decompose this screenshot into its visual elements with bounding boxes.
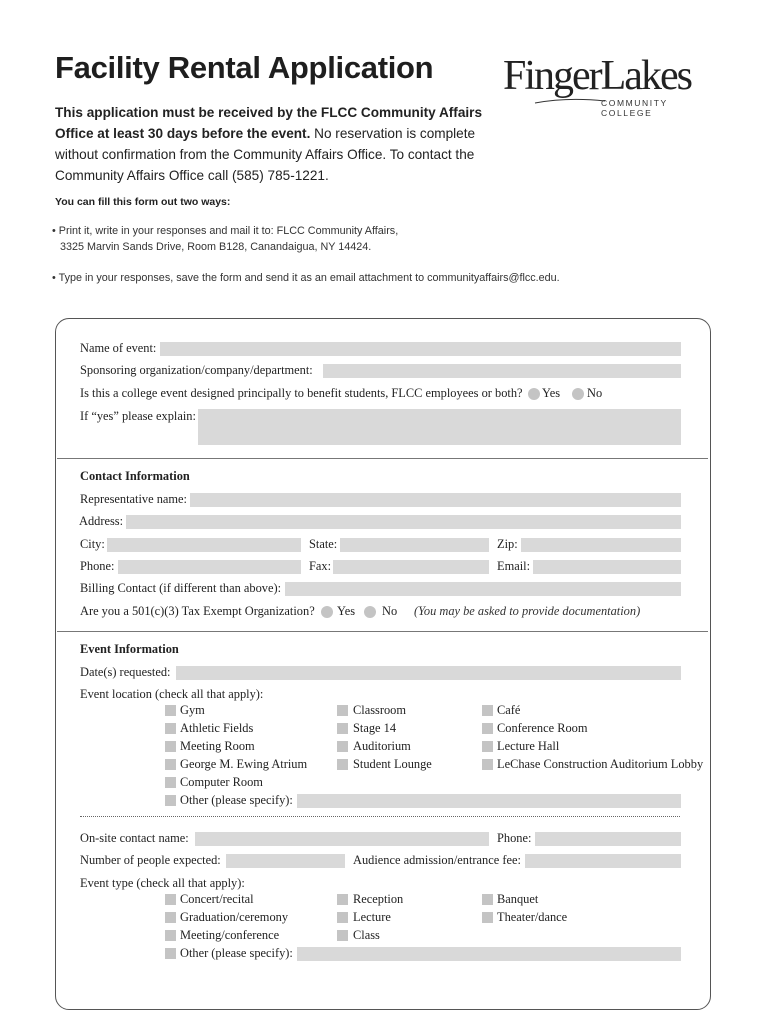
sponsor-label: Sponsoring organization/company/department:: [80, 363, 313, 377]
location-athletic-fields-checkbox[interactable]: [165, 723, 176, 734]
location-gym-checkbox[interactable]: [165, 705, 176, 716]
rep-name-label: Representative name:: [80, 492, 187, 506]
tax-yes-radio[interactable]: [321, 606, 333, 618]
fax-label: Fax:: [309, 559, 332, 573]
location-meeting-room-checkbox[interactable]: [165, 741, 176, 752]
flcc-logo: [503, 53, 718, 118]
location-lecture-hall-checkbox[interactable]: [482, 741, 493, 752]
event-type-label: Event type (check all that apply):: [80, 876, 245, 890]
address-label: Address:: [79, 514, 124, 528]
intro-paragraph: [55, 102, 485, 186]
location-cafe-checkbox[interactable]: [482, 705, 493, 716]
college-event-no-label: No: [587, 386, 603, 400]
tax-question: Are you a 501(c)(3) Tax Exempt Organization?: [80, 604, 315, 618]
type-meeting-checkbox[interactable]: [165, 930, 176, 941]
section-divider: [57, 458, 708, 459]
location-computer-room-label: Computer Room: [180, 775, 263, 789]
phone-field[interactable]: [118, 560, 301, 574]
college-event-yes-radio[interactable]: [528, 388, 540, 400]
state-field[interactable]: [340, 538, 489, 552]
location-conference-room-label: Conference Room: [497, 721, 588, 735]
location-classroom-label: Classroom: [353, 703, 407, 717]
logo-wordmark: FingerLakes: [503, 53, 691, 99]
logo-subtitle: COMMUNITY COLLEGE: [601, 98, 668, 118]
type-other-field[interactable]: [297, 947, 681, 961]
college-event-no-radio[interactable]: [572, 388, 584, 400]
event-name-label: Name of event:: [80, 341, 157, 355]
location-other-field[interactable]: [297, 794, 681, 808]
dates-field[interactable]: [176, 666, 681, 680]
location-atrium-checkbox[interactable]: [165, 759, 176, 770]
type-class-label: Class: [353, 928, 380, 942]
zip-label: Zip:: [497, 537, 518, 551]
location-stage-14-label: Stage 14: [353, 721, 397, 735]
zip-field[interactable]: [521, 538, 681, 552]
dotted-divider: [80, 816, 680, 817]
location-meeting-room-label: Meeting Room: [180, 739, 255, 753]
location-athletic-fields-label: Athletic Fields: [180, 721, 254, 735]
type-theater-label: Theater/dance: [497, 910, 568, 924]
page-title: Facility Rental Application: [55, 50, 434, 85]
location-computer-room-checkbox[interactable]: [165, 777, 176, 788]
location-auditorium-label: Auditorium: [353, 739, 411, 753]
onsite-contact-label: On-site contact name:: [80, 831, 189, 845]
type-banquet-label: Banquet: [497, 892, 539, 906]
way-email: • Type in your responses, save the form and send it as an email attachment to communityaffairs@flcc.edu.: [52, 272, 560, 284]
way-mail-text: • Print it, write in your responses and mail it to: FLCC Community Affairs,: [52, 225, 399, 237]
address-field[interactable]: [126, 515, 681, 529]
email-field[interactable]: [533, 560, 681, 574]
type-banquet-checkbox[interactable]: [482, 894, 493, 905]
tax-no-radio[interactable]: [364, 606, 376, 618]
tax-yes-label: Yes: [337, 604, 356, 618]
type-theater-checkbox[interactable]: [482, 912, 493, 923]
event-info-heading: Event Information: [80, 642, 179, 656]
intro-text: No reservation is complete without confirmation from the Community Affairs Office. To contact the Community Affairs Office call (585) 785-1221.: [55, 126, 476, 183]
onsite-phone-field[interactable]: [535, 832, 681, 846]
college-event-question: Is this a college event designed principally to benefit students, FLCC employees or both?: [80, 386, 523, 400]
admission-field[interactable]: [525, 854, 681, 868]
sponsor-field[interactable]: [323, 364, 681, 378]
type-reception-checkbox[interactable]: [337, 894, 348, 905]
section-divider: [57, 631, 708, 632]
billing-label: Billing Contact (if different than above):: [80, 581, 282, 595]
state-label: State:: [309, 537, 338, 551]
location-other-checkbox[interactable]: [165, 795, 176, 806]
phone-label: Phone:: [80, 559, 115, 573]
email-label: Email:: [497, 559, 531, 573]
billing-field[interactable]: [285, 582, 681, 596]
location-lechase-lobby-checkbox[interactable]: [482, 759, 493, 770]
fax-field[interactable]: [333, 560, 489, 574]
type-concert-label: Concert/recital: [180, 892, 254, 906]
location-label: Event location (check all that apply):: [80, 687, 264, 701]
people-label: Number of people expected:: [80, 853, 221, 867]
location-classroom-checkbox[interactable]: [337, 705, 348, 716]
type-concert-checkbox[interactable]: [165, 894, 176, 905]
explain-label: If “yes” please explain:: [80, 409, 196, 423]
admission-label: Audience admission/entrance fee:: [353, 853, 521, 867]
location-auditorium-checkbox[interactable]: [337, 741, 348, 752]
location-cafe-label: Café: [497, 703, 521, 717]
intro-bold-text: This application must be received by the FLCC Community Affairs Office at least 30 days before the event.: [55, 105, 483, 141]
college-event-yes-label: Yes: [542, 386, 561, 400]
dates-label: Date(s) requested:: [80, 665, 171, 679]
logo-swoosh-icon: [533, 95, 608, 107]
location-stage-14-checkbox[interactable]: [337, 723, 348, 734]
way-mail-address: 3325 Marvin Sands Drive, Room B128, Canandaigua, NY 14424.: [60, 241, 372, 253]
type-other-label: Other (please specify):: [180, 946, 293, 960]
type-class-checkbox[interactable]: [337, 930, 348, 941]
people-field[interactable]: [226, 854, 345, 868]
tax-note: (You may be asked to provide documentation): [414, 604, 641, 618]
location-other-label: Other (please specify):: [180, 793, 293, 807]
onsite-contact-field[interactable]: [195, 832, 489, 846]
ways-title: You can fill this form out two ways:: [55, 196, 231, 208]
event-name-field[interactable]: [160, 342, 681, 356]
location-student-lounge-label: Student Lounge: [353, 757, 432, 771]
explain-field[interactable]: [198, 409, 681, 445]
type-lecture-checkbox[interactable]: [337, 912, 348, 923]
location-conference-room-checkbox[interactable]: [482, 723, 493, 734]
location-lecture-hall-label: Lecture Hall: [497, 739, 560, 753]
rep-name-field[interactable]: [190, 493, 681, 507]
city-label: City:: [80, 537, 105, 551]
city-field[interactable]: [107, 538, 301, 552]
type-meeting-label: Meeting/conference: [180, 928, 280, 942]
type-graduation-checkbox[interactable]: [165, 912, 176, 923]
type-reception-label: Reception: [353, 892, 404, 906]
way-mail: [52, 223, 482, 255]
type-graduation-label: Graduation/ceremony: [180, 910, 289, 924]
location-student-lounge-checkbox[interactable]: [337, 759, 348, 770]
type-other-checkbox[interactable]: [165, 948, 176, 959]
tax-no-label: No: [382, 604, 398, 618]
location-lechase-lobby-label: LeChase Construction Auditorium Lobby: [497, 757, 704, 771]
contact-heading: Contact Information: [80, 469, 190, 483]
type-lecture-label: Lecture: [353, 910, 391, 924]
location-gym-label: Gym: [180, 703, 205, 717]
location-atrium-label: George M. Ewing Atrium: [180, 757, 308, 771]
onsite-phone-label: Phone:: [497, 831, 532, 845]
